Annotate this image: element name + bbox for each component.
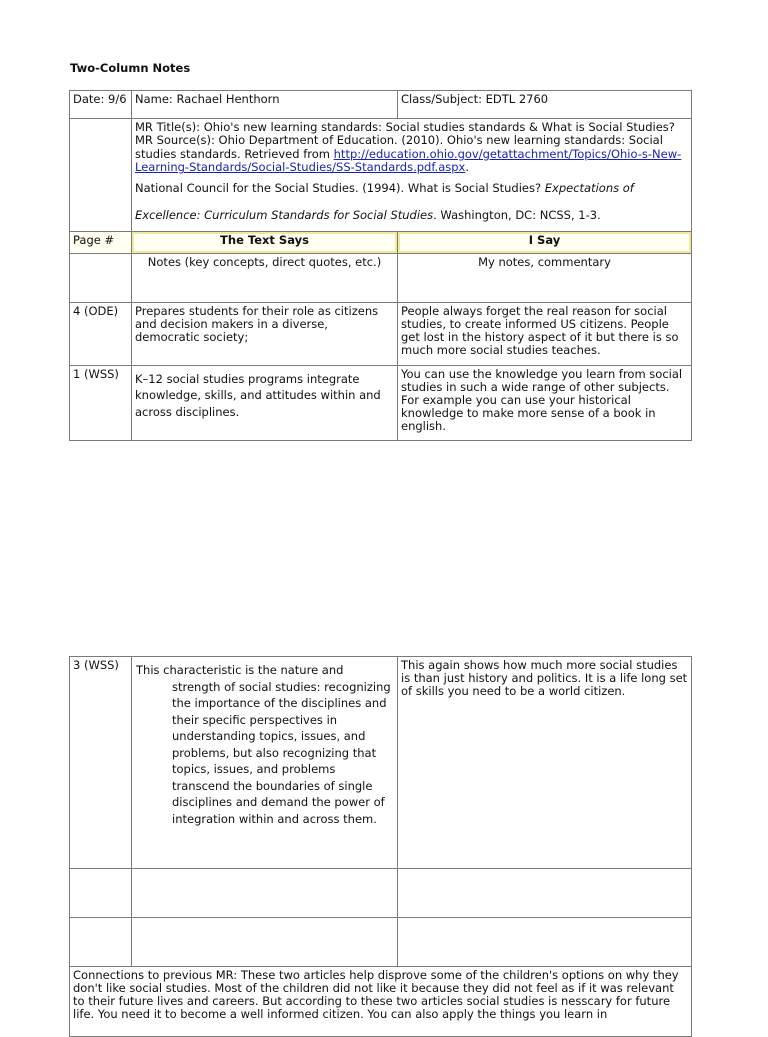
connections-cell [70,967,692,1037]
empty-cell [132,869,398,918]
text-says-header: The Text Says [220,232,309,247]
header-row [70,91,692,119]
text-says-cell [132,657,398,869]
i-say-cell [398,365,692,440]
ncss-prefix: National Council for the Social Studies. (1994). What is Social Studies? [135,180,545,195]
text-says-cell [132,302,398,365]
page-header-cell [70,231,132,253]
empty-cell [398,869,692,918]
text-says-sub-cell [132,253,398,302]
mr-source-prefix: MR Source(s): Ohio Department of Education. (2010). Ohio's new learning standards: Social studies standards. Retrieved from [135,133,663,161]
text-says-note: Prepares students for their role as citizens and decision makers in a diverse, democratic society; [135,303,379,344]
page-ref: 1 (WSS) [73,366,119,381]
sources-row [70,119,692,232]
i-say-sub-cell [398,253,692,302]
mr-titles: MR Title(s): Ohio's new learning standards: Social studies standards & What is Social Studies? [135,120,675,134]
table-row [70,302,692,365]
i-say-subheader: My notes, commentary [478,254,611,269]
mr-source-suffix: . [465,160,470,175]
text-says-note: This characteristic is the nature and strength of social studies: recognizing the importance of the disciplines and their specific perspectives in understanding topics, issues, and problems, but also recognizing that topics, issues, and problems transcend the boundaries of single disciplines and demand the power of integration within and across them. [136,663,391,826]
class-subject-text: Class/Subject: EDTL 2760 [401,92,549,106]
page-cell [70,302,132,365]
column-subheader-row [70,253,692,302]
page-header: Page # [73,232,115,247]
date-text: Date: 9/6 [73,92,127,106]
i-say-header-cell [398,231,692,253]
empty-cell [70,869,132,918]
page-cell [70,657,132,869]
i-say-note: This again shows how much more social studies is than just history and politics. It is a life long set of skills you need to be a world citizen. [401,658,688,698]
i-say-note: People always forget the real reason for social studies, to create informed US citizens. People get lost in the history aspect of it but there is so much more social studies teaches. [401,303,679,357]
connections-row [70,967,692,1037]
ncss-suffix: . Washington, DC: NCSS, 1-3. [433,207,601,222]
table-row [70,365,692,440]
subheader-blank-cell [70,253,132,302]
text-says-note: K–12 social studies programs integrate knowledge, skills, and attitudes within and across disciplines. [135,371,381,419]
i-say-cell [398,657,692,869]
text-says-header-cell [132,231,398,253]
empty-row [70,918,692,967]
mr-source-link[interactable]: http://education.ohio.gov/getattachment/Topics/Ohio-s-New-Learning-Standards/Social-Studies/SS-Standards.pdf.aspx [135,146,682,175]
connections-text: Connections to previous MR: These two articles help disprove some of the children's options on why they don't like social studies. Most of the children did not like it because they did not feel as if it was relevant to their future lives and careers. But according to these two articles social studies is nesscary for future life. You need it to become a well informed citizen. You can also apply the things you learn in [73,968,679,1021]
page-cell [70,365,132,440]
ncss-italic: Expectations of Excellence: Curriculum Standards for Social Studies [135,180,634,222]
sources-blank-cell [70,119,132,232]
notes-table-top [69,90,692,441]
i-say-note: You can use the knowledge you learn from social studies in such a wide range of other subjects. For example you can use your historical knowledge to make more sense of a book in english. [401,366,683,433]
class-subject-cell [398,91,692,119]
ncss-citation [135,175,688,229]
mr-source [135,134,688,174]
date-cell [70,91,132,119]
sources-cell [132,119,692,232]
page-ref: 3 (WSS) [73,658,119,672]
document-title: Two-Column Notes [70,61,191,75]
page-ref: 4 (ODE) [73,303,119,318]
empty-cell [132,918,398,967]
text-says-subheader: Notes (key concepts, direct quotes, etc.) [147,254,382,269]
table-row [70,657,692,869]
empty-row [70,869,692,918]
notes-table-bottom [69,656,692,1037]
name-cell [132,91,398,119]
empty-cell [70,918,132,967]
i-say-header: I Say [528,232,561,247]
text-says-cell [132,365,398,440]
empty-cell [398,918,692,967]
column-header-row [70,231,692,253]
i-say-cell [398,302,692,365]
name-text: Name: Rachael Henthorn [135,92,280,106]
